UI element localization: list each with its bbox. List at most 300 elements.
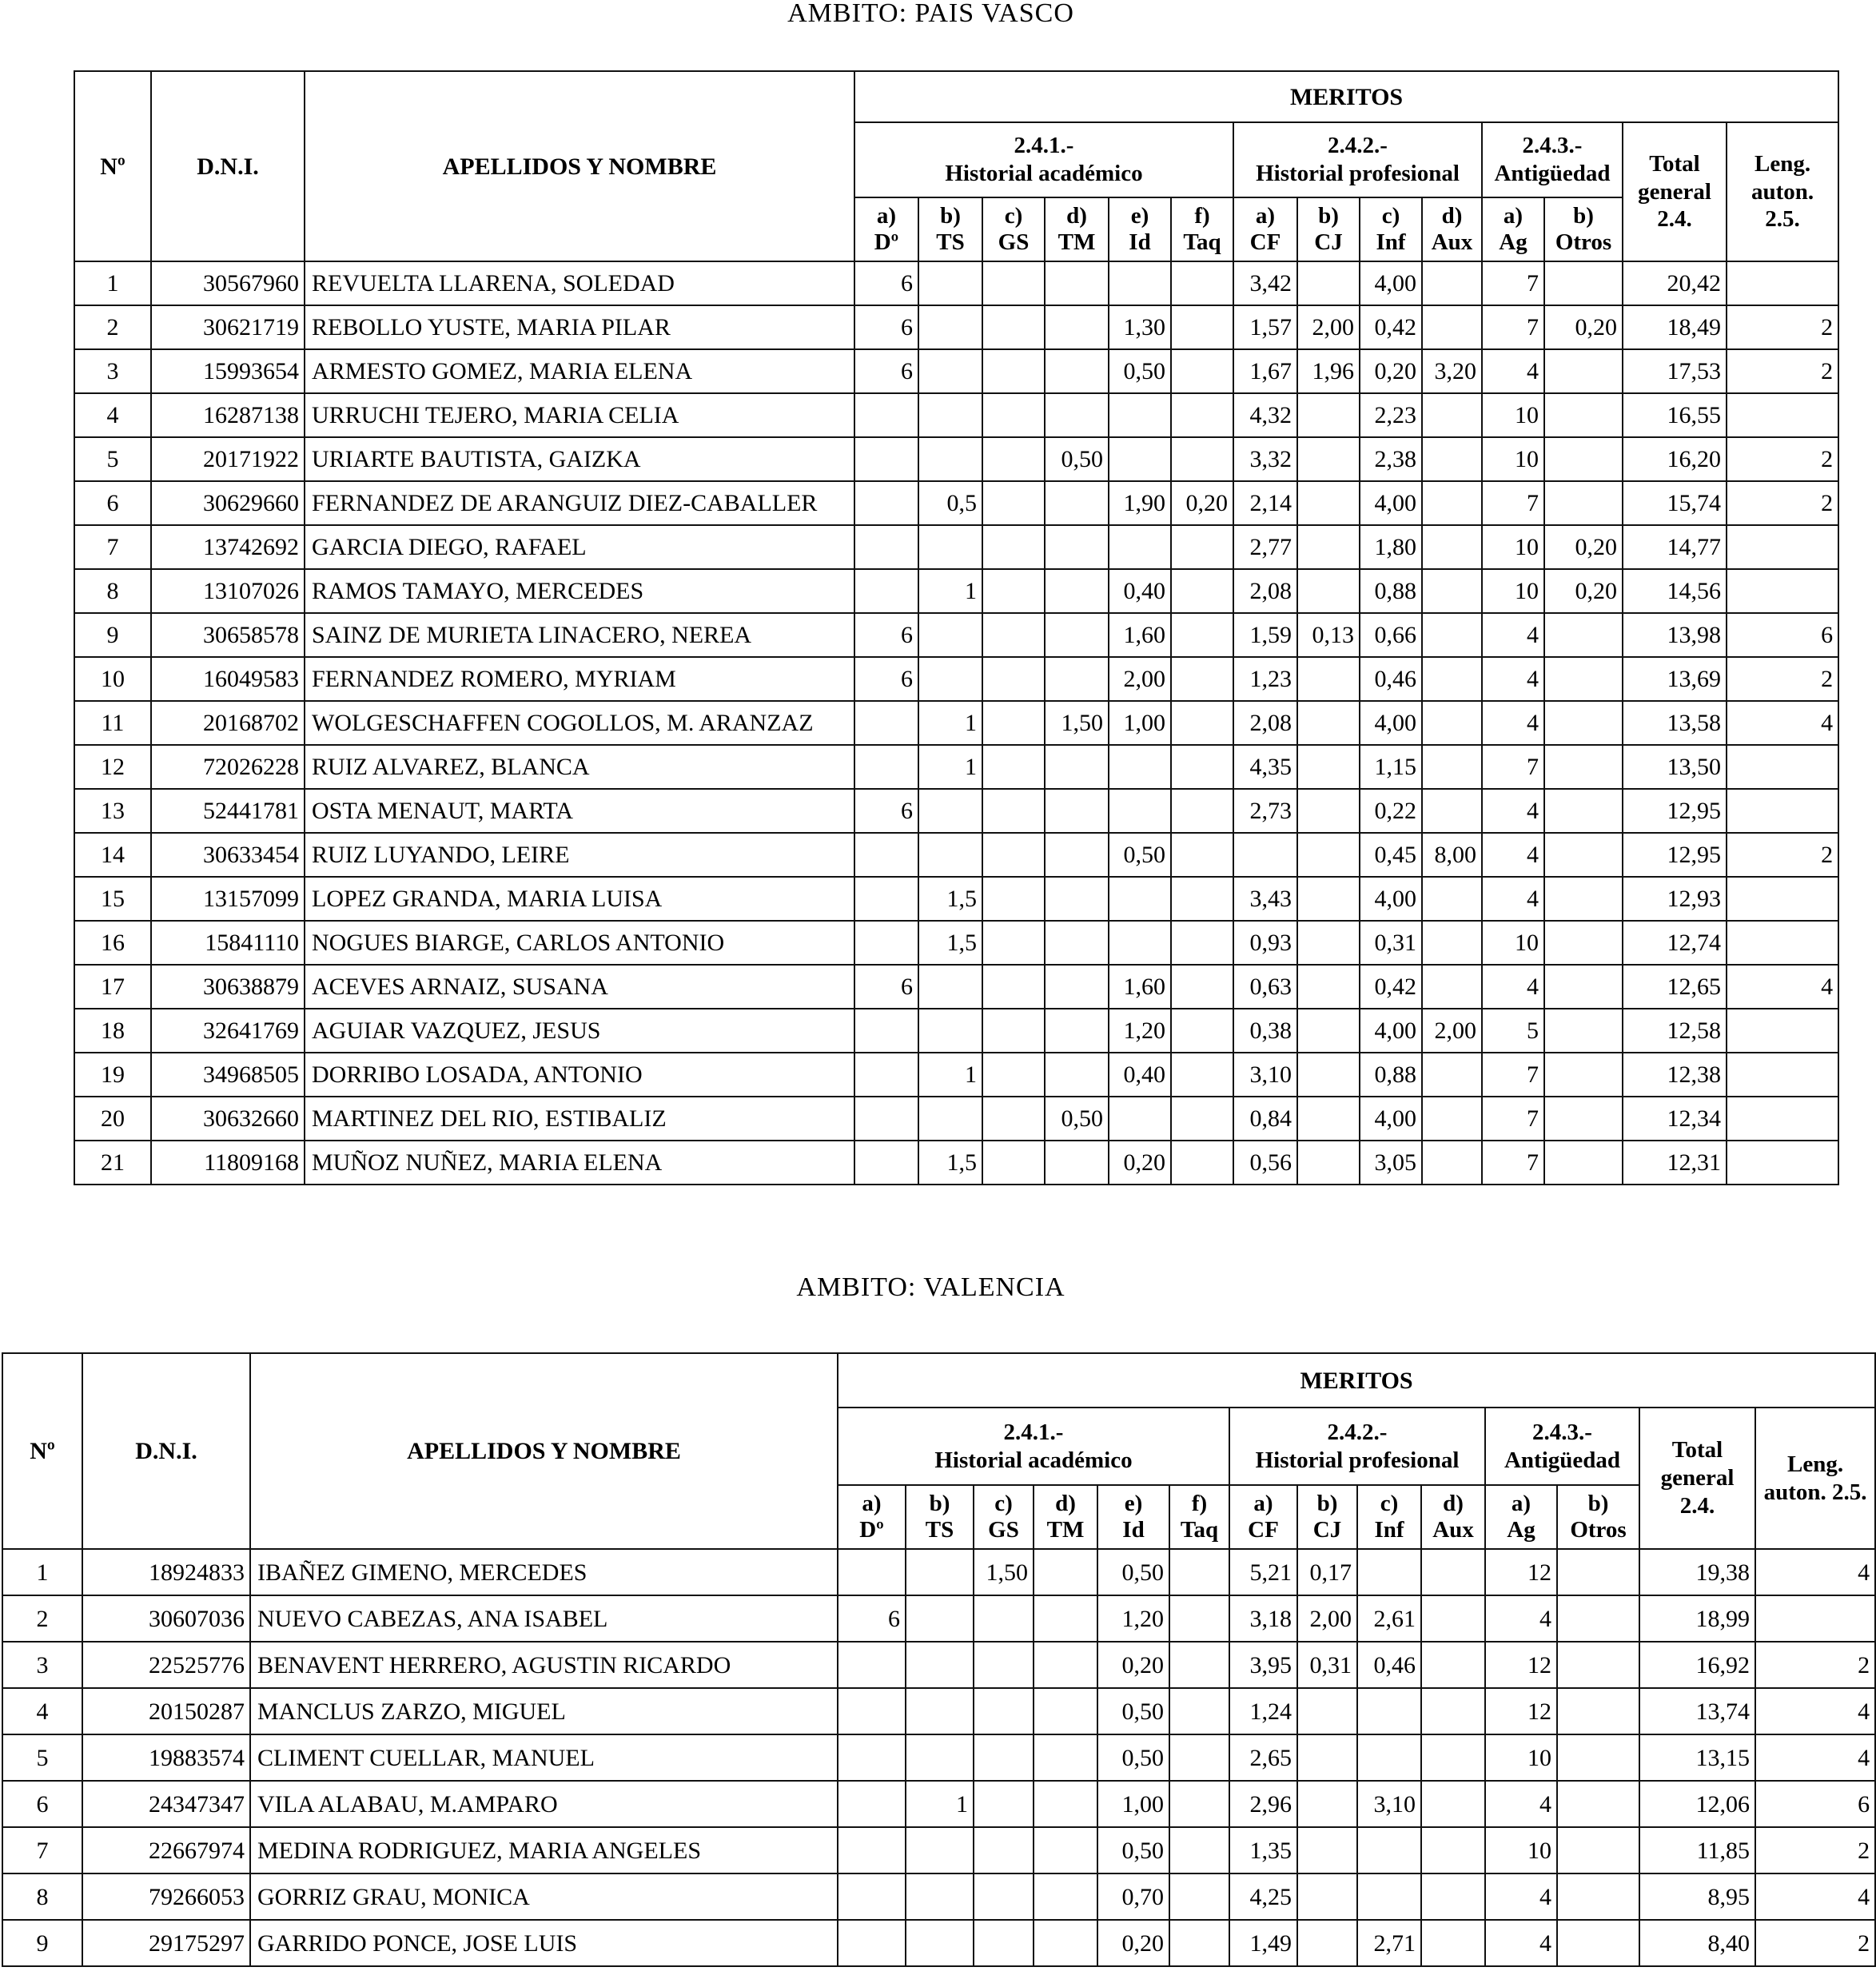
cell-dni: 11809168 bbox=[151, 1141, 305, 1185]
cell-total: 16,55 bbox=[1623, 393, 1727, 437]
cell-cj: 0,13 bbox=[1297, 613, 1360, 657]
sub-col-header bbox=[1297, 1485, 1357, 1549]
col-header-meritos: MERITOS bbox=[854, 71, 1838, 122]
cell-tm bbox=[1045, 525, 1109, 569]
table-row bbox=[2, 1827, 1875, 1873]
cell-n: 6 bbox=[2, 1781, 82, 1827]
cell-ts bbox=[906, 1827, 974, 1873]
cell-leng: 2 bbox=[1727, 833, 1838, 877]
cell-otros bbox=[1557, 1781, 1639, 1827]
cell-aux bbox=[1421, 1920, 1485, 1966]
cell-taq bbox=[1171, 349, 1233, 393]
cell-leng bbox=[1727, 1053, 1838, 1097]
cell-gs bbox=[982, 1053, 1045, 1097]
cell-dni: 32641769 bbox=[151, 1009, 305, 1053]
cell-tm bbox=[1034, 1734, 1097, 1781]
cell-inf bbox=[1357, 1873, 1421, 1920]
cell-taq bbox=[1171, 569, 1233, 613]
cell-ts bbox=[918, 1009, 982, 1053]
cell-gs bbox=[982, 789, 1045, 833]
cell-inf: 0,31 bbox=[1360, 921, 1422, 965]
cell-aux bbox=[1422, 569, 1482, 613]
cell-ts bbox=[918, 261, 982, 305]
cell-leng: 2 bbox=[1755, 1827, 1875, 1873]
cell-id: 0,50 bbox=[1109, 833, 1171, 877]
cell-name: MEDINA RODRIGUEZ, MARIA ANGELES bbox=[250, 1827, 838, 1873]
cell-taq bbox=[1169, 1873, 1229, 1920]
cell-ts bbox=[918, 437, 982, 481]
cell-ag: 12 bbox=[1485, 1549, 1557, 1595]
sub-col-header bbox=[1482, 197, 1544, 261]
group-code: 2.4.3.- bbox=[1532, 1419, 1592, 1445]
cell-cj bbox=[1297, 525, 1360, 569]
cell-total: 14,77 bbox=[1623, 525, 1727, 569]
cell-cf: 2,14 bbox=[1233, 481, 1297, 525]
col-header-meritos: MERITOS bbox=[838, 1353, 1875, 1408]
cell-cj: 2,00 bbox=[1297, 1595, 1357, 1642]
cell-cf: 1,24 bbox=[1229, 1688, 1297, 1734]
cell-name: VILA ALABAU, M.AMPARO bbox=[250, 1781, 838, 1827]
cell-id: 0,20 bbox=[1109, 1141, 1171, 1185]
cell-inf: 0,42 bbox=[1360, 305, 1422, 349]
cell-otros bbox=[1544, 349, 1623, 393]
cell-leng: 6 bbox=[1755, 1781, 1875, 1827]
cell-ag: 10 bbox=[1485, 1734, 1557, 1781]
cell-otros bbox=[1544, 789, 1623, 833]
cell-d: 6 bbox=[854, 349, 918, 393]
cell-ts bbox=[918, 833, 982, 877]
sub-col-header bbox=[1422, 197, 1482, 261]
cell-cf: 2,08 bbox=[1233, 701, 1297, 745]
cell-name: WOLGESCHAFFEN COGOLLOS, M. ARANZAZ bbox=[305, 701, 854, 745]
cell-tm bbox=[1045, 349, 1109, 393]
cell-d bbox=[854, 921, 918, 965]
table-row bbox=[2, 1595, 1875, 1642]
cell-cf: 4,35 bbox=[1233, 745, 1297, 789]
cell-cf: 2,73 bbox=[1233, 789, 1297, 833]
cell-gs bbox=[982, 833, 1045, 877]
cell-n: 5 bbox=[2, 1734, 82, 1781]
cell-cf: 3,18 bbox=[1229, 1595, 1297, 1642]
cell-dni: 30621719 bbox=[151, 305, 305, 349]
cell-gs bbox=[982, 481, 1045, 525]
cell-aux bbox=[1422, 877, 1482, 921]
cell-cj bbox=[1297, 393, 1360, 437]
cell-tm: 1,50 bbox=[1045, 701, 1109, 745]
cell-d: 6 bbox=[854, 657, 918, 701]
group-title: Antigüedad bbox=[1504, 1447, 1621, 1473]
table-row bbox=[2, 1734, 1875, 1781]
sub-col-header bbox=[1097, 1485, 1169, 1549]
cell-ts: 1 bbox=[906, 1781, 974, 1827]
sub-col-key: f) bbox=[1191, 1490, 1208, 1516]
cell-leng: 4 bbox=[1755, 1734, 1875, 1781]
table-row bbox=[74, 921, 1838, 965]
cell-cf bbox=[1233, 833, 1297, 877]
section-valencia bbox=[0, 1263, 1870, 1975]
cell-cf: 0,93 bbox=[1233, 921, 1297, 965]
cell-tm bbox=[1034, 1642, 1097, 1688]
cell-gs bbox=[974, 1873, 1034, 1920]
cell-cf: 0,84 bbox=[1233, 1097, 1297, 1141]
cell-dni: 24347347 bbox=[82, 1781, 250, 1827]
cell-cf: 1,57 bbox=[1233, 305, 1297, 349]
cell-name: GARRIDO PONCE, JOSE LUIS bbox=[250, 1920, 838, 1966]
cell-n: 14 bbox=[74, 833, 151, 877]
table-row bbox=[2, 1920, 1875, 1966]
cell-n: 4 bbox=[2, 1688, 82, 1734]
cell-otros: 0,20 bbox=[1544, 305, 1623, 349]
cell-inf: 4,00 bbox=[1360, 701, 1422, 745]
cell-leng: 4 bbox=[1727, 965, 1838, 1009]
cell-id bbox=[1109, 1097, 1171, 1141]
cell-ts bbox=[906, 1873, 974, 1920]
sub-col-abbr: Aux bbox=[1431, 229, 1473, 255]
cell-n: 13 bbox=[74, 789, 151, 833]
sub-col-header bbox=[1045, 197, 1109, 261]
sub-col-header bbox=[974, 1485, 1034, 1549]
cell-cj: 2,00 bbox=[1297, 305, 1360, 349]
cell-aux: 3,20 bbox=[1422, 349, 1482, 393]
cell-ag: 4 bbox=[1482, 789, 1544, 833]
cell-otros bbox=[1544, 877, 1623, 921]
cell-d bbox=[838, 1688, 906, 1734]
cell-dni: 13107026 bbox=[151, 569, 305, 613]
cell-taq bbox=[1169, 1920, 1229, 1966]
sub-col-key: e) bbox=[1124, 1490, 1143, 1516]
cell-cf: 1,49 bbox=[1229, 1920, 1297, 1966]
cell-aux bbox=[1422, 701, 1482, 745]
cell-dni: 52441781 bbox=[151, 789, 305, 833]
cell-id bbox=[1109, 437, 1171, 481]
table-row bbox=[2, 1549, 1875, 1595]
cell-ts: 0,5 bbox=[918, 481, 982, 525]
cell-taq bbox=[1171, 1053, 1233, 1097]
table-row bbox=[2, 1873, 1875, 1920]
cell-total: 8,40 bbox=[1639, 1920, 1755, 1966]
sub-col-key: c) bbox=[1381, 202, 1400, 229]
cell-inf: 0,88 bbox=[1360, 569, 1422, 613]
col-header-n: Nº bbox=[2, 1353, 82, 1549]
cell-dni: 19883574 bbox=[82, 1734, 250, 1781]
cell-aux bbox=[1422, 657, 1482, 701]
cell-aux bbox=[1421, 1642, 1485, 1688]
group-title: Historial profesional bbox=[1255, 1447, 1460, 1473]
cell-cj bbox=[1297, 1873, 1357, 1920]
cell-id bbox=[1109, 745, 1171, 789]
sub-col-header bbox=[1171, 197, 1233, 261]
cell-inf: 2,71 bbox=[1357, 1920, 1421, 1966]
cell-n: 21 bbox=[74, 1141, 151, 1185]
cell-aux bbox=[1422, 437, 1482, 481]
cell-inf: 4,00 bbox=[1360, 1009, 1422, 1053]
cell-aux bbox=[1422, 1097, 1482, 1141]
cell-ag: 4 bbox=[1485, 1920, 1557, 1966]
cell-gs bbox=[982, 921, 1045, 965]
cell-dni: 30658578 bbox=[151, 613, 305, 657]
sub-col-header bbox=[918, 197, 982, 261]
cell-d: 6 bbox=[854, 789, 918, 833]
cell-ts: 1,5 bbox=[918, 877, 982, 921]
cell-total: 12,95 bbox=[1623, 833, 1727, 877]
cell-inf: 3,10 bbox=[1357, 1781, 1421, 1827]
cell-cj bbox=[1297, 1781, 1357, 1827]
cell-gs bbox=[982, 569, 1045, 613]
cell-n: 1 bbox=[2, 1549, 82, 1595]
cell-leng: 2 bbox=[1727, 305, 1838, 349]
cell-otros bbox=[1544, 745, 1623, 789]
cell-n: 17 bbox=[74, 965, 151, 1009]
cell-name: NUEVO CABEZAS, ANA ISABEL bbox=[250, 1595, 838, 1642]
sub-col-abbr: TS bbox=[925, 1517, 954, 1543]
col-group-g2 bbox=[1229, 1408, 1485, 1485]
cell-leng bbox=[1727, 789, 1838, 833]
cell-tm bbox=[1045, 613, 1109, 657]
col-group-g3 bbox=[1485, 1408, 1639, 1485]
table-row bbox=[74, 701, 1838, 745]
cell-name: GARCIA DIEGO, RAFAEL bbox=[305, 525, 854, 569]
sub-col-header bbox=[1297, 197, 1360, 261]
cell-inf: 4,00 bbox=[1360, 1097, 1422, 1141]
cell-id: 1,00 bbox=[1097, 1781, 1169, 1827]
cell-d bbox=[854, 437, 918, 481]
cell-leng: 4 bbox=[1755, 1688, 1875, 1734]
cell-inf: 4,00 bbox=[1360, 261, 1422, 305]
cell-ag: 7 bbox=[1482, 745, 1544, 789]
cell-d: 6 bbox=[838, 1595, 906, 1642]
cell-id: 1,20 bbox=[1097, 1595, 1169, 1642]
cell-name: CLIMENT CUELLAR, MANUEL bbox=[250, 1734, 838, 1781]
sub-col-header bbox=[1485, 1485, 1557, 1549]
cell-cf: 5,21 bbox=[1229, 1549, 1297, 1595]
cell-total: 12,65 bbox=[1623, 965, 1727, 1009]
cell-ag: 12 bbox=[1485, 1688, 1557, 1734]
table-row bbox=[74, 349, 1838, 393]
col-group-g2 bbox=[1233, 122, 1482, 197]
cell-total: 12,74 bbox=[1623, 921, 1727, 965]
cell-d bbox=[838, 1549, 906, 1595]
cell-ts bbox=[918, 965, 982, 1009]
cell-dni: 79266053 bbox=[82, 1873, 250, 1920]
cell-otros bbox=[1544, 657, 1623, 701]
col-header-dni: D.N.I. bbox=[82, 1353, 250, 1549]
cell-total: 13,58 bbox=[1623, 701, 1727, 745]
sub-col-abbr: Taq bbox=[1180, 1517, 1219, 1543]
cell-total: 8,95 bbox=[1639, 1873, 1755, 1920]
cell-leng: 2 bbox=[1727, 437, 1838, 481]
cell-dni: 15841110 bbox=[151, 921, 305, 965]
sub-col-key: d) bbox=[1055, 1490, 1076, 1516]
cell-leng: 2 bbox=[1755, 1920, 1875, 1966]
cell-leng bbox=[1727, 1097, 1838, 1141]
cell-leng bbox=[1727, 393, 1838, 437]
cell-ag: 7 bbox=[1482, 1097, 1544, 1141]
cell-d bbox=[854, 1141, 918, 1185]
cell-leng: 2 bbox=[1727, 657, 1838, 701]
sub-col-header bbox=[982, 197, 1045, 261]
sub-col-key: b) bbox=[929, 1490, 950, 1516]
cell-leng bbox=[1727, 1009, 1838, 1053]
cell-gs bbox=[982, 701, 1045, 745]
cell-name: RAMOS TAMAYO, MERCEDES bbox=[305, 569, 854, 613]
cell-taq bbox=[1169, 1734, 1229, 1781]
cell-gs bbox=[982, 1097, 1045, 1141]
cell-id: 0,50 bbox=[1109, 349, 1171, 393]
cell-name: FERNANDEZ ROMERO, MYRIAM bbox=[305, 657, 854, 701]
cell-ag: 7 bbox=[1482, 305, 1544, 349]
cell-name: RUIZ ALVAREZ, BLANCA bbox=[305, 745, 854, 789]
cell-ag: 7 bbox=[1482, 1141, 1544, 1185]
cell-inf: 3,05 bbox=[1360, 1141, 1422, 1185]
cell-taq: 0,20 bbox=[1171, 481, 1233, 525]
cell-ts bbox=[918, 305, 982, 349]
sub-col-header bbox=[1109, 197, 1171, 261]
cell-otros bbox=[1557, 1734, 1639, 1781]
cell-ts bbox=[906, 1688, 974, 1734]
cell-dni: 20168702 bbox=[151, 701, 305, 745]
cell-d: 6 bbox=[854, 261, 918, 305]
cell-otros bbox=[1557, 1873, 1639, 1920]
cell-leng: 4 bbox=[1755, 1873, 1875, 1920]
cell-id: 0,50 bbox=[1097, 1549, 1169, 1595]
cell-name: MUÑOZ NUÑEZ, MARIA ELENA bbox=[305, 1141, 854, 1185]
cell-cj bbox=[1297, 701, 1360, 745]
cell-cj: 1,96 bbox=[1297, 349, 1360, 393]
cell-name: FERNANDEZ DE ARANGUIZ DIEZ-CABALLER bbox=[305, 481, 854, 525]
cell-cj bbox=[1297, 261, 1360, 305]
sub-col-key: e) bbox=[1130, 202, 1149, 229]
cell-dni: 30567960 bbox=[151, 261, 305, 305]
cell-name: DORRIBO LOSADA, ANTONIO bbox=[305, 1053, 854, 1097]
sub-col-abbr: Dº bbox=[859, 1517, 884, 1543]
cell-otros bbox=[1557, 1827, 1639, 1873]
cell-aux bbox=[1421, 1781, 1485, 1827]
cell-taq bbox=[1171, 1141, 1233, 1185]
cell-tm bbox=[1034, 1781, 1097, 1827]
cell-dni: 18924833 bbox=[82, 1549, 250, 1595]
cell-tm bbox=[1045, 789, 1109, 833]
sub-col-abbr: Otros bbox=[1570, 1517, 1627, 1543]
cell-tm: 0,50 bbox=[1045, 1097, 1109, 1141]
cell-total: 13,15 bbox=[1639, 1734, 1755, 1781]
group-code: 2.4.1.- bbox=[1014, 133, 1074, 159]
cell-d bbox=[838, 1781, 906, 1827]
cell-name: MANCLUS ZARZO, MIGUEL bbox=[250, 1688, 838, 1734]
cell-aux bbox=[1422, 789, 1482, 833]
cell-inf: 4,00 bbox=[1360, 481, 1422, 525]
table-row bbox=[74, 1097, 1838, 1141]
cell-otros bbox=[1544, 965, 1623, 1009]
cell-leng: 4 bbox=[1727, 701, 1838, 745]
cell-ts: 1 bbox=[918, 701, 982, 745]
cell-name: ARMESTO GOMEZ, MARIA ELENA bbox=[305, 349, 854, 393]
cell-ag: 10 bbox=[1482, 393, 1544, 437]
cell-id: 1,60 bbox=[1109, 965, 1171, 1009]
cell-cf: 4,32 bbox=[1233, 393, 1297, 437]
cell-id: 2,00 bbox=[1109, 657, 1171, 701]
cell-taq bbox=[1169, 1642, 1229, 1688]
cell-aux bbox=[1422, 965, 1482, 1009]
cell-taq bbox=[1171, 437, 1233, 481]
cell-dni: 30638879 bbox=[151, 965, 305, 1009]
table-row bbox=[74, 481, 1838, 525]
cell-name: GORRIZ GRAU, MONICA bbox=[250, 1873, 838, 1920]
cell-d bbox=[854, 701, 918, 745]
cell-otros bbox=[1544, 1141, 1623, 1185]
cell-name: REVUELTA LLARENA, SOLEDAD bbox=[305, 261, 854, 305]
cell-inf: 0,20 bbox=[1360, 349, 1422, 393]
cell-name: AGUIAR VAZQUEZ, JESUS bbox=[305, 1009, 854, 1053]
sub-col-header bbox=[1169, 1485, 1229, 1549]
section-title: AMBITO: PAIS VASCO bbox=[787, 0, 1074, 28]
cell-dni: 30629660 bbox=[151, 481, 305, 525]
merits-table bbox=[2, 1352, 1876, 1967]
cell-otros bbox=[1544, 701, 1623, 745]
cell-n: 5 bbox=[74, 437, 151, 481]
cell-taq bbox=[1171, 1097, 1233, 1141]
col-header-name: APELLIDOS Y NOMBRE bbox=[250, 1353, 838, 1549]
cell-id bbox=[1109, 789, 1171, 833]
col-header-leng: Leng. auton. 2.5. bbox=[1727, 122, 1838, 261]
cell-aux bbox=[1421, 1595, 1485, 1642]
cell-total: 11,85 bbox=[1639, 1827, 1755, 1873]
cell-d bbox=[854, 481, 918, 525]
sub-col-key: b) bbox=[940, 202, 961, 229]
cell-taq bbox=[1171, 1009, 1233, 1053]
cell-leng bbox=[1727, 569, 1838, 613]
cell-tm bbox=[1034, 1688, 1097, 1734]
cell-cj bbox=[1297, 569, 1360, 613]
cell-cj bbox=[1297, 657, 1360, 701]
cell-d bbox=[854, 1097, 918, 1141]
cell-n: 10 bbox=[74, 657, 151, 701]
cell-total: 19,38 bbox=[1639, 1549, 1755, 1595]
group-title: Historial académico bbox=[934, 1447, 1133, 1473]
cell-id: 0,20 bbox=[1097, 1920, 1169, 1966]
cell-ag: 4 bbox=[1482, 613, 1544, 657]
cell-otros bbox=[1557, 1595, 1639, 1642]
sub-col-abbr: Aux bbox=[1432, 1517, 1474, 1543]
cell-leng: 4 bbox=[1755, 1549, 1875, 1595]
cell-gs bbox=[982, 1009, 1045, 1053]
cell-name: IBAÑEZ GIMENO, MERCEDES bbox=[250, 1549, 838, 1595]
cell-aux bbox=[1421, 1873, 1485, 1920]
cell-dni: 29175297 bbox=[82, 1920, 250, 1966]
cell-ts bbox=[918, 789, 982, 833]
cell-ag: 4 bbox=[1482, 657, 1544, 701]
cell-dni: 16287138 bbox=[151, 393, 305, 437]
group-code: 2.4.1.- bbox=[1003, 1419, 1064, 1445]
sub-col-abbr: Otros bbox=[1555, 229, 1612, 255]
cell-leng bbox=[1727, 745, 1838, 789]
cell-taq bbox=[1171, 305, 1233, 349]
cell-id: 1,30 bbox=[1109, 305, 1171, 349]
cell-ts bbox=[918, 1097, 982, 1141]
cell-ts bbox=[918, 657, 982, 701]
cell-gs bbox=[974, 1595, 1034, 1642]
cell-total: 17,53 bbox=[1623, 349, 1727, 393]
cell-taq bbox=[1171, 965, 1233, 1009]
cell-tm bbox=[1045, 877, 1109, 921]
cell-cj: 0,17 bbox=[1297, 1549, 1357, 1595]
cell-aux bbox=[1421, 1688, 1485, 1734]
table-row bbox=[74, 1141, 1838, 1185]
cell-leng: 2 bbox=[1755, 1642, 1875, 1688]
table-row bbox=[74, 965, 1838, 1009]
cell-otros bbox=[1544, 613, 1623, 657]
sub-col-key: b) bbox=[1316, 1490, 1338, 1516]
cell-inf: 0,45 bbox=[1360, 833, 1422, 877]
